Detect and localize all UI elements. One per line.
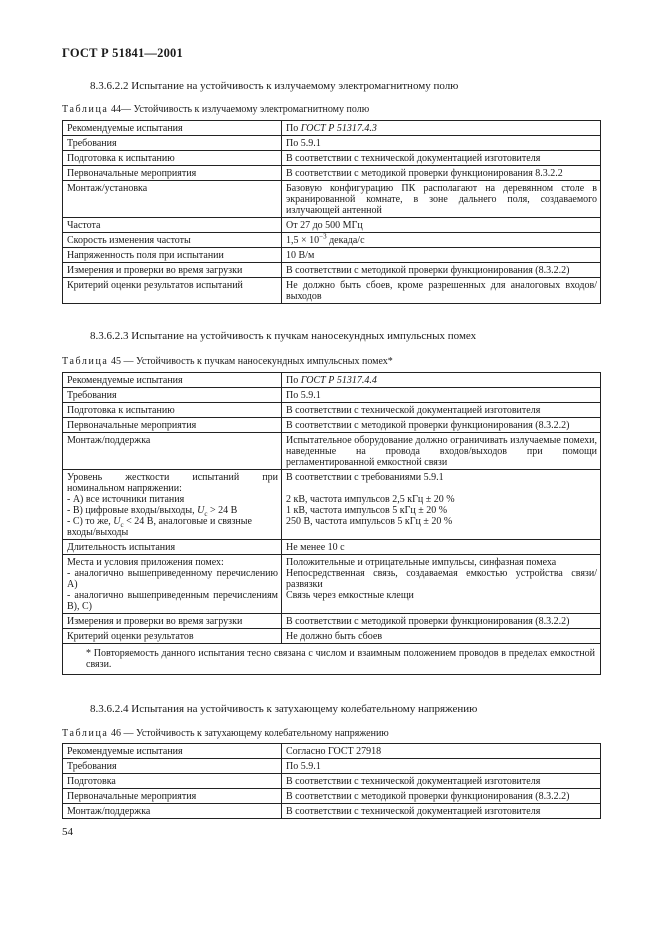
table-row: Монтаж/поддержка Испытательное оборудование должно ограничивать излучаемые помехи, наведенные на провода входов/выходов при помощи регламентированной емкостной связи <box>63 433 601 470</box>
table-row: Критерий оценки результатов Не должно быть сбоев <box>63 629 601 644</box>
table-row: Монтаж/установка Базовую конфигурацию ПК располагают на деревянном столе в экранированной комнате, в зоне дальнего поля, создаваемого излучающей антенной <box>63 181 601 218</box>
table-46-caption: Таблица 46 — Устойчивость к затухающему колебательному напряжению <box>62 728 389 739</box>
table-row: Рекомендуемые испытания По ГОСТ Р 51317.4.4 <box>63 373 601 388</box>
table-footnote-row <box>63 644 601 675</box>
table-row: Первоначальные мероприятия В соответствии с методикой проверки функционирования (8.3.2.2) <box>63 789 601 804</box>
document-header: ГОСТ Р 51841—2001 <box>62 46 183 60</box>
section-heading-8-3-6-2-4: 8.3.6.2.4 Испытания на устойчивость к затухающему колебательному напряжению <box>90 703 478 715</box>
section-heading-8-3-6-2-2: 8.3.6.2.2 Испытание на устойчивость к излучаемому электромагнитному полю <box>90 80 459 92</box>
table-row: Подготовка к испытанию В соответствии с технической документацией изготовителя <box>63 151 601 166</box>
table-row: Рекомендуемые испытания По ГОСТ Р 51317.4.3 <box>63 121 601 136</box>
table-row: Скорость изменения частоты $1,5 \times 10^{-3}$ декада/с <box>63 233 601 248</box>
page-number: 54 <box>62 826 73 838</box>
table-row: Требования По 5.9.1 <box>63 388 601 403</box>
table-44 <box>62 120 601 304</box>
table-46 <box>62 743 601 819</box>
table-row: Монтаж/поддержка В соответствии с технической документацией изготовителя <box>63 804 601 819</box>
table-row: Требования По 5.9.1 <box>63 759 601 774</box>
table-row: Частота От 27 до 500 МГц <box>63 218 601 233</box>
table-44-caption: Таблица 44— Устойчивость к излучаемому электромагнитному полю <box>62 104 370 115</box>
table-row: Первоначальные мероприятия В соответствии с методикой проверки функционирования (8.3.2.2) <box>63 418 601 433</box>
table-footnote: * Повторяемость данного испытания тесно связана с числом и взаимным положением проводов в пределах емкостной связи. <box>86 648 595 670</box>
table-row: Первоначальные мероприятия В соответствии с методикой проверки функционирования 8.3.2.2 <box>63 166 601 181</box>
table-45-caption: Таблица 45 — Устойчивость к пучкам наносекундных импульсных помех* <box>62 356 393 367</box>
table-row: Подготовка В соответствии с технической документацией изготовителя <box>63 774 601 789</box>
section-heading-8-3-6-2-3: 8.3.6.2.3 Испытание на устойчивость к пучкам наносекундных импульсных помех <box>90 330 477 342</box>
table-row: Длительность испытания Не менее 10 с <box>63 540 601 555</box>
table-row: Места и условия приложения помех: - аналогично вышеприведенному перечислению А) - аналогично вышеприведенным перечислениям В), С) Положительные и отрицательные импульсы, синфазная помеха Непосредственная связь, создаваемая емкостью устройства связи/развязки Связь через емкостные клещи <box>63 555 601 614</box>
table-row: Уровень жесткости испытаний при номинальном напряжении: - А) все источники питания - В) цифровые входы/выходы, $U_c > 24$ В - С) то же, $U_c < 24$ В, аналоговые и связные входы/выходы В соответствии с требованиями 5.9.1 2 кВ, частота импульсов 2,5 кГц ± 20 % 1 кВ, частота импульсов 5 кГц ± 20 % 250 В, частота импульсов 5 кГц ± 20 % <box>63 470 601 540</box>
table-row: Напряженность поля при испытании 10 В/м <box>63 248 601 263</box>
table-row: Критерий оценки результатов испытаний Не должно быть сбоев, кроме разрешенных для аналоговых входов/выходов <box>63 278 601 304</box>
table-45 <box>62 372 601 675</box>
table-row: Подготовка к испытанию В соответствии с технической документацией изготовителя <box>63 403 601 418</box>
table-row: Требования По 5.9.1 <box>63 136 601 151</box>
table-row: Измерения и проверки во время загрузки В соответствии с методикой проверки функционирования (8.3.2.2) <box>63 263 601 278</box>
table-row: Измерения и проверки во время загрузки В соответствии с методикой проверки функционирования (8.3.2.2) <box>63 614 601 629</box>
table-row: Рекомендуемые испытания Согласно ГОСТ 27918 <box>63 744 601 759</box>
